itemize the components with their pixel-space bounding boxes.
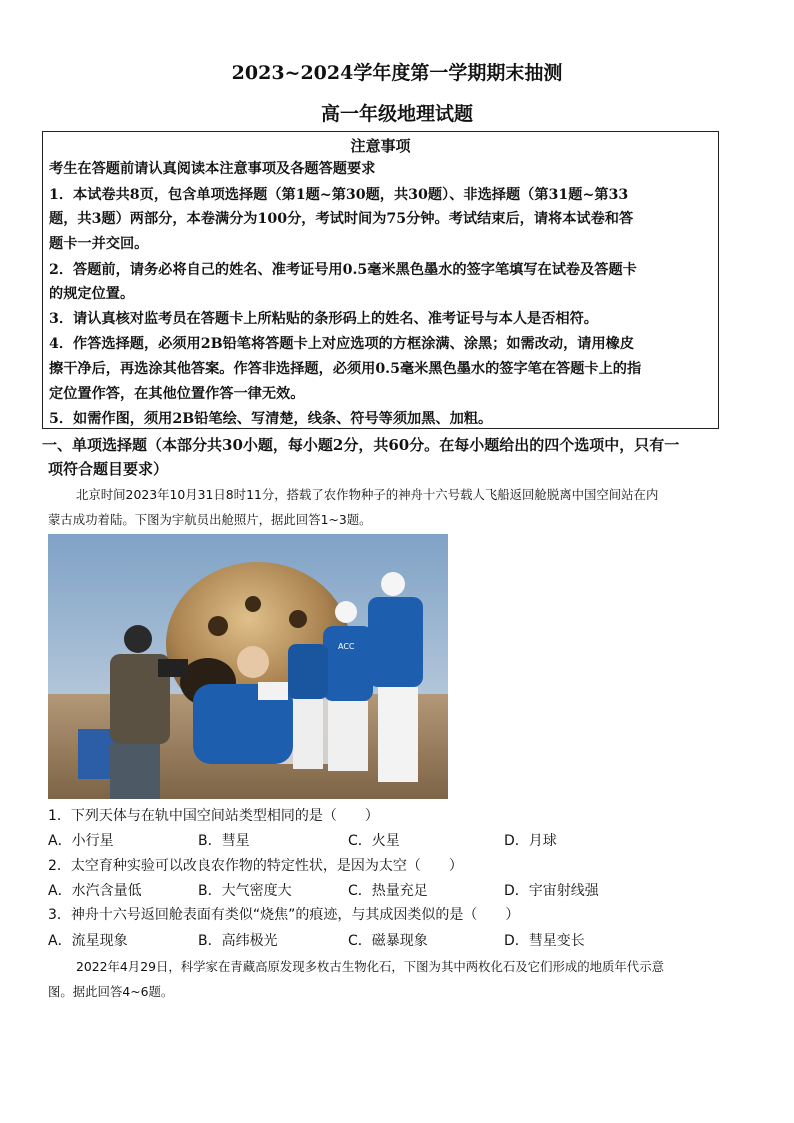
q3-option-a: A．流星现象 [48, 933, 128, 949]
q2-option-a: A．水汽含量低 [48, 883, 142, 899]
notice-line: 5．如需作图，须用2B铅笔绘、写清楚，线条、符号等须加黑、加粗。 [49, 411, 493, 427]
intro-paragraph-2-cont: 图。据此回答4~6题。 [48, 984, 174, 999]
q1-option-b: B．彗星 [198, 833, 250, 849]
notice-line: 的规定位置。 [49, 286, 135, 302]
q1-option-c: C．火星 [348, 833, 400, 849]
question-3: 3．神舟十六号返回舱表面有类似“烧焦”的痕迹，与其成因类似的是（ ） [48, 907, 520, 923]
cameraman-head [124, 625, 152, 653]
intro-paragraph-cont: 蒙古成功着陆。下图为宇航员出舱照片，据此回答1~3题。 [48, 512, 372, 527]
exam-subtitle: 高一年级地理试题 [320, 103, 473, 125]
notice-line: 2．答题前，请务必将自己的姓名、准考证号用0.5毫米黑色墨水的签字笔填写在试卷及答题卡 [49, 262, 637, 278]
staff-member [288, 644, 328, 699]
notice-line: 定位置作答，在其他位置作答一律无效。 [49, 386, 305, 402]
exam-title: 2023~2024学年度第一学期期末抽测 [231, 62, 563, 84]
notice-heading: 注意事项 [350, 137, 411, 155]
notice-line: 考生在答题前请认真阅读本注意事项及各题答题要求 [49, 161, 376, 177]
q3-option-c: C．磁暴现象 [348, 933, 428, 949]
section-heading-cont: 项符合题目要求） [48, 460, 169, 478]
notice-line: 擦干净后，再选涂其他答案。作答非选择题，必须用0.5毫米黑色墨水的签字笔在答题卡上的指 [49, 361, 642, 377]
q3-option-b: B．高纬极光 [198, 933, 278, 949]
notice-line: 3．请认真核对监考员在答题卡上所粘贴的条形码上的姓名、准考证号与本人是否相符。 [49, 311, 598, 327]
notice-line: 4．作答选择题，必须用2B铅笔将答题卡上对应选项的方框涂满、涂黑；如需改动，请用橡皮 [49, 336, 635, 352]
q2-option-b: B．大气密度大 [198, 883, 292, 899]
section-heading: 一、单项选择题（本部分共30小题，每小题2分，共60分。在每小题给出的四个选项中，只有一 [42, 436, 680, 454]
q2-option-d: D．宇宙射线强 [504, 883, 599, 899]
q1-option-a: A．小行星 [48, 833, 114, 849]
intro-paragraph: 北京时间2023年10月31日8时11分，搭载了农作物种子的神舟十六号载人飞船返回舱脱离中国空间站在内 [76, 487, 659, 502]
notice-line: 题，共3题）两部分，本卷满分为100分，考试时间为75分钟。考试结束后，请将本试卷和答 [49, 211, 634, 227]
staff-member [323, 626, 373, 701]
astronaut-landing-photo [48, 534, 448, 799]
notice-box [42, 131, 719, 429]
q1-option-d: D．月球 [504, 833, 557, 849]
notice-line: 题卡一并交回。 [49, 236, 149, 252]
staff-member [368, 597, 423, 687]
intro-paragraph-2: 2022年4月29日，科学家在青藏高原发现多枚古生物化石，下图为其中两枚化石及它们形成的地质年代示意 [76, 959, 664, 974]
notice-line: 1．本试卷共8页，包含单项选择题（第1题~第30题，共30题）、非选择题（第31题~第33 [49, 187, 629, 203]
camera [158, 659, 188, 677]
photo-illustration [48, 534, 448, 799]
question-2: 2．太空育种实验可以改良农作物的特定性状，是因为太空（ ） [48, 858, 463, 874]
q3-option-d: D．彗星变长 [504, 933, 585, 949]
q2-option-c: C．热量充足 [348, 883, 428, 899]
astronaut-face [237, 646, 269, 678]
suit-logo: ACC [338, 642, 355, 651]
question-1: 1．下列天体与在轨中国空间站类型相同的是（ ） [48, 808, 379, 824]
